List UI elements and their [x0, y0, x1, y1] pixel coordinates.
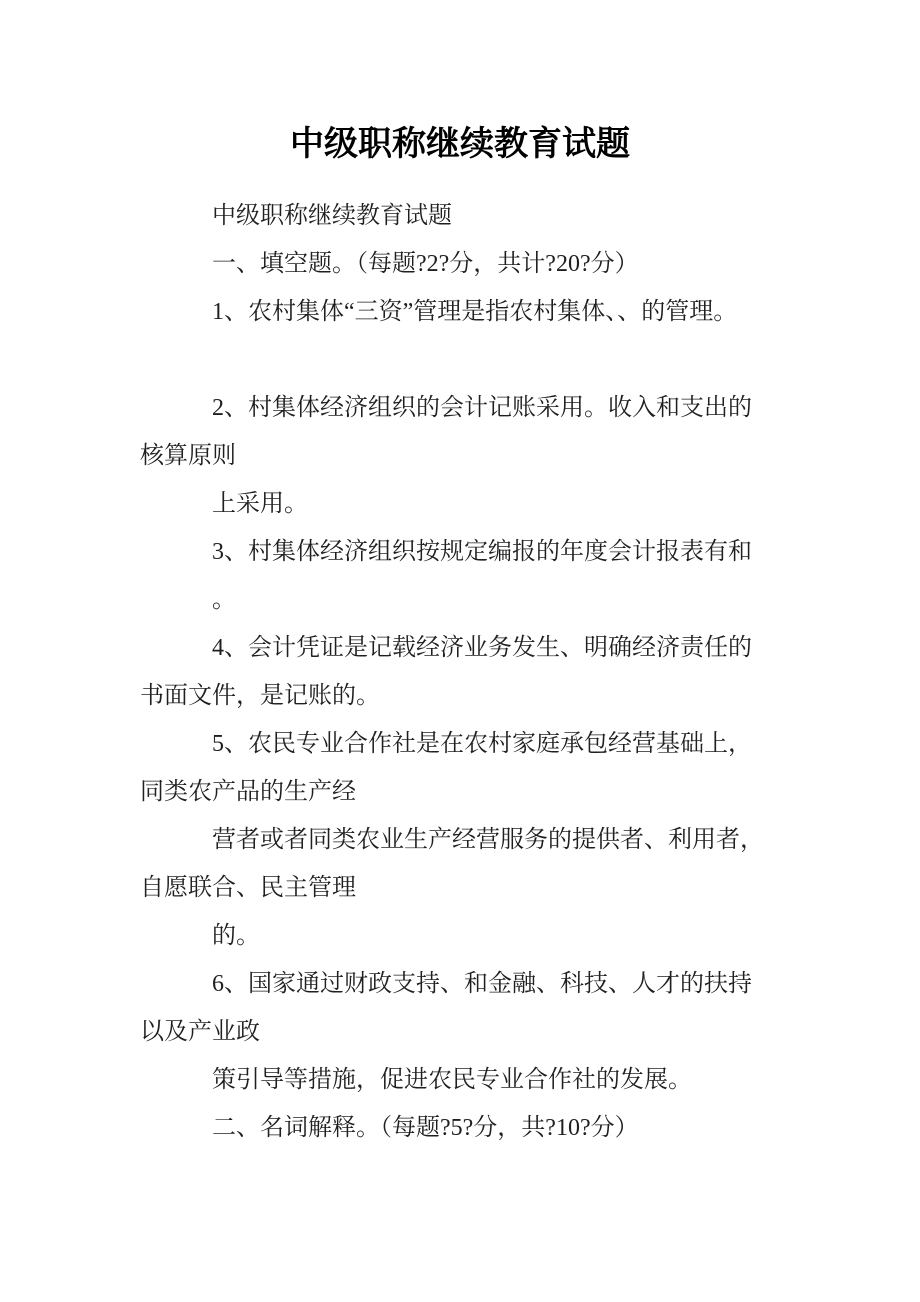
- document-line: 上采用。: [212, 491, 308, 517]
- document-line: 4、会计凭证是记载经济业务发生、明确经济责任的: [212, 635, 752, 661]
- document-line: 5、农民专业合作社是在农村家庭承包经营基础上，: [212, 731, 752, 757]
- document-title: 中级职称继续教育试题: [290, 125, 630, 163]
- document-line: 营者或者同类农业生产经营服务的提供者、利用者，: [212, 827, 764, 853]
- document-line: 以及产业政: [140, 1019, 260, 1045]
- document-line: 3、村集体经济组织按规定编报的年度会计报表有和: [212, 539, 752, 565]
- document-line: [140, 336, 780, 384]
- document-line: 策引导等措施，促进农民专业合作社的发展。: [212, 1067, 692, 1093]
- document-line: 1、农村集体“三资”管理是指农村集体、、的管理。: [212, 299, 738, 325]
- document-body: [140, 192, 780, 1152]
- document-line: 一、填空题。（每题?2?分，共计?20?分）: [212, 251, 639, 277]
- document-line: 二、名词解释。（每题?5?分，共?10?分）: [212, 1115, 639, 1141]
- document-line: 自愿联合、民主管理: [140, 875, 356, 901]
- document-line: 核算原则: [140, 443, 236, 469]
- document-line: 6、国家通过财政支持、和金融、科技、人才的扶持: [212, 971, 752, 997]
- document-line: 。: [212, 587, 236, 613]
- document-line: 2、村集体经济组织的会计记账采用。收入和支出的: [212, 395, 752, 421]
- document-line: 中级职称继续教育试题: [212, 203, 452, 229]
- document-line: 书面文件，是记账的。: [140, 683, 380, 709]
- document-line: 的。: [212, 923, 260, 949]
- document-line: 同类农产品的生产经: [140, 779, 356, 805]
